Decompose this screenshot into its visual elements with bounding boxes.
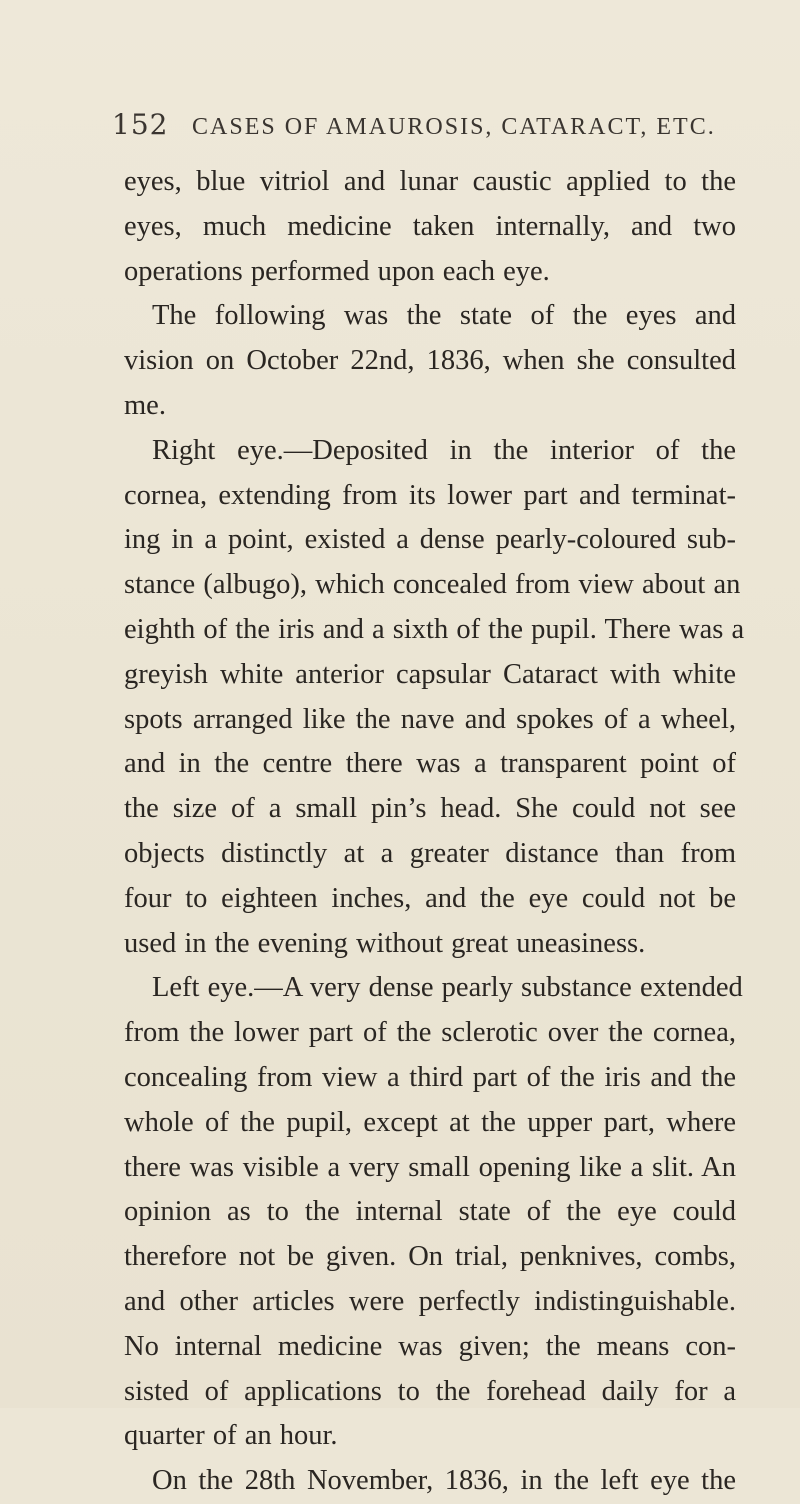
- text-line: from the lower part of the sclerotic over the cornea,: [124, 1017, 736, 1049]
- text-line: eyes, much medicine taken internally, and two: [124, 210, 736, 242]
- text-line: quarter of an hour.: [124, 1420, 338, 1452]
- text-line: cornea, extending from its lower part and terminat-: [124, 479, 736, 511]
- text-line: the size of a small pin’s head. She could not see: [124, 793, 736, 825]
- text-line: Right eye.—Deposited in the interior of the: [152, 434, 736, 466]
- text-line: greyish white anterior capsular Cataract with white: [124, 658, 736, 690]
- text-line: vision on October 22nd, 1836, when she consulted: [124, 345, 736, 377]
- text-line: eyes, blue vitriol and lunar caustic applied to the: [124, 166, 736, 197]
- body-text: [124, 160, 745, 1504]
- text-line: The following was the state of the eyes and: [152, 300, 736, 332]
- text-line: sisted of applications to the forehead daily for a: [124, 1375, 736, 1407]
- text-line: whole of the pupil, except at the upper part, where: [124, 1106, 736, 1138]
- running-head: CASES OF AMAUROSIS, CATARACT, ETC.: [192, 114, 716, 140]
- text-line: four to eighteen inches, and the eye could not be: [124, 882, 736, 914]
- text-line: stance (albugo), which concealed from view about an: [124, 569, 741, 601]
- page-number: 152: [112, 108, 169, 141]
- text-line: Left eye.—A very dense pearly substance extended: [152, 972, 743, 1004]
- text-line: there was visible a very small opening like a slit. An: [124, 1151, 736, 1183]
- text-line: spots arranged like the nave and spokes of a wheel,: [124, 703, 736, 735]
- text-line: concealing from view a third part of the iris and the: [124, 1061, 736, 1093]
- page-header: [112, 108, 772, 148]
- text-line: No internal medicine was given; the means con-: [124, 1330, 736, 1362]
- text-line: used in the evening without great uneasiness.: [124, 927, 646, 959]
- text-line: objects distinctly at a greater distance than from: [124, 837, 736, 869]
- text-line: On the 28th November, 1836, in the left eye the: [152, 1465, 736, 1497]
- text-line: therefore not be given. On trial, penknives, combs,: [124, 1241, 736, 1273]
- text-line: and other articles were perfectly indistinguishable.: [124, 1285, 736, 1317]
- text-line: operations performed upon each eye.: [124, 255, 550, 287]
- text-line: me.: [124, 389, 166, 421]
- text-line: eighth of the iris and a sixth of the pupil. There was a: [124, 613, 745, 645]
- text-line: and in the centre there was a transparent point of: [124, 748, 736, 780]
- text-line: ing in a point, existed a dense pearly-coloured sub-: [124, 524, 736, 556]
- text-line: opinion as to the internal state of the eye could: [124, 1196, 736, 1228]
